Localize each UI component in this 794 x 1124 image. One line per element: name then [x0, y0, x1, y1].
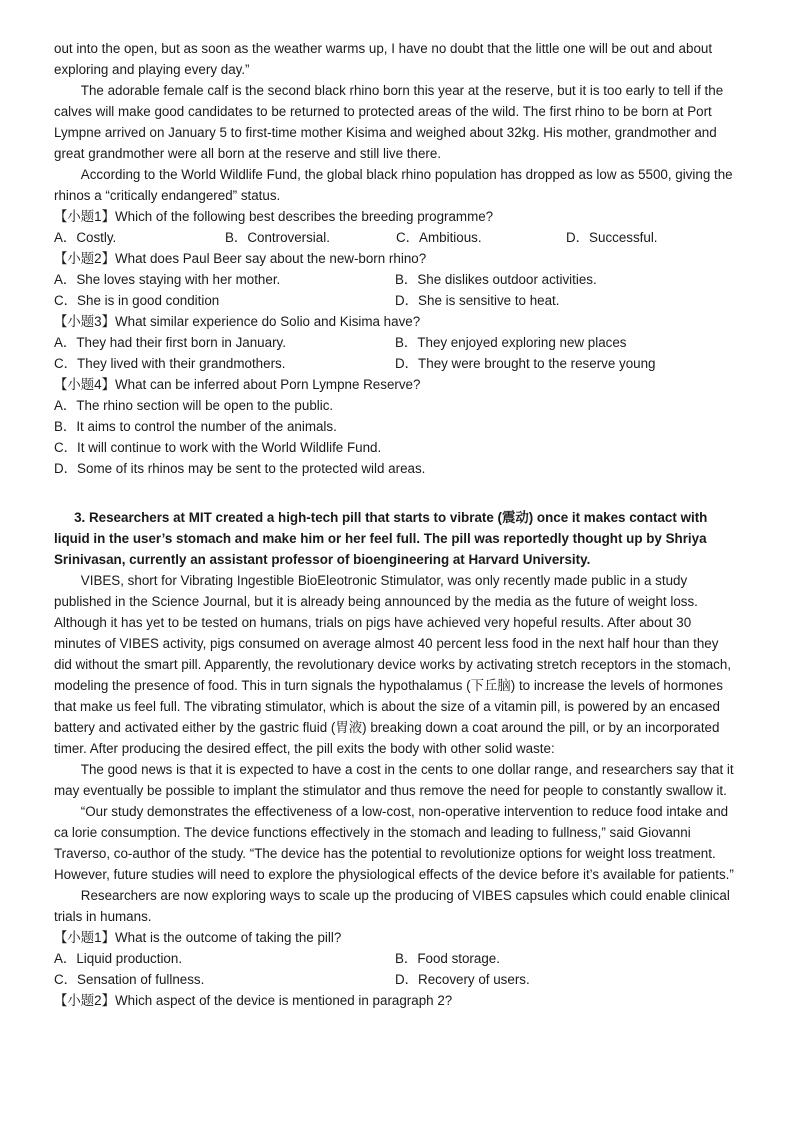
- option-c: C．Sensation of fullness.: [54, 972, 205, 987]
- option-b: B．They enjoyed exploring new places: [395, 335, 627, 350]
- option-c: C．Ambitious.: [396, 230, 482, 245]
- passage3-paragraph-4: Researchers are now exploring ways to scale up the producing of VIBES capsules which could enable clinical trials in humans.: [54, 888, 730, 924]
- option-d: D．Some of its rhinos may be sent to the protected wild areas.: [54, 461, 426, 476]
- option-b: B．She dislikes outdoor activities.: [395, 272, 597, 287]
- passage2-paragraph-1: out into the open, but as soon as the weather warms up, I have no doubt that the little one will be out and about exploring and playing every day.”: [54, 41, 713, 77]
- option-a: A．Costly.: [54, 230, 117, 245]
- passage3-question-2: [54, 990, 738, 1011]
- question-stem: 【小题2】What does Paul Beer say about the new-born rhino?: [54, 251, 427, 266]
- option-a: A．The rhino section will be open to the public.: [54, 398, 334, 413]
- passage3-heading: 3. Researchers at MIT created a high-tech pill that starts to vibrate (震动) once it makes contact with liquid in the user’s stomach and make him or her feel full. The pill was reportedly thought up by Shriya Srinivasan, currently an assistant professor of bioengineering at Harvard University.: [54, 510, 708, 567]
- option-b: B．It aims to control the number of the animals.: [54, 419, 337, 434]
- question-stem: 【小题3】What similar experience do Solio and Kisima have?: [54, 314, 421, 329]
- passage2-paragraph-2: The adorable female calf is the second black rhino born this year at the reserve, but it is too early to tell if the calves will make good candidates to be returned to protected areas of the wild. The first rhino to be born at Port Lympne arrived on January 5 to first-time mother Kisima and weighed about 32kg. His mother, grandmother and great grandmother were all born at the reserve and still live there.: [54, 83, 724, 161]
- option-b: B．Food storage.: [395, 951, 500, 966]
- passage3-paragraph-2: The good news is that it is expected to have a cost in the cents to one dollar range, and researchers say that it may eventually be possible to implant the stimulator and thus remove the need for people to constantly swallow it.: [54, 762, 734, 798]
- question-stem: 【小题1】What is the outcome of taking the pill?: [54, 930, 342, 945]
- passage3-question-1: [54, 927, 738, 990]
- option-d: D．Successful.: [566, 230, 658, 245]
- passage3-paragraph-1: VIBES, short for Vibrating Ingestible BioEleotronic Stimulator, was only recently made public in a study published in the Science Journal, but it is already being announced by the media as the future of weight loss. Although it has yet to be tested on humans, trials on pigs have achieved very hopeful results. After about 30 minutes of VIBES activity, pigs consumed on average almost 40 percent less food in the next half hour than they did without the smart pill. Apparently, the revolutionary device works by activating stretch receptors in the stomach, modeling the presence of food. This in turn signals the hypothalamus (下丘脑) to increase the levels of hormones that make us feel full. The vibrating stimulator, which is about the size of a vitamin pill, is powered by an encased battery and activated either by the gastric fluid (胃液) breaking down a coat around the pill, or by an incorporated timer. After producing the desired effect, the pill exits the body with other solid waste:: [54, 573, 732, 756]
- option-a: A．They had their first born in January.: [54, 335, 286, 350]
- passage2-question-4: [54, 374, 738, 479]
- option-a: A．She loves staying with her mother.: [54, 272, 281, 287]
- passage2-question-1: [54, 206, 738, 248]
- question-stem: 【小题1】Which of the following best describes the breeding programme?: [54, 209, 494, 224]
- option-c: C．It will continue to work with the World Wildlife Fund.: [54, 440, 382, 455]
- passage2-question-3: [54, 311, 738, 374]
- option-b: B．Controversial.: [225, 230, 330, 245]
- option-d: D．They were brought to the reserve young: [395, 356, 656, 371]
- option-d: D．She is sensitive to heat.: [395, 293, 560, 308]
- passage3-paragraph-3: “Our study demonstrates the effectiveness of a low-cost, non-operative intervention to reduce food intake and ca lorie consumption. The device functions effectively in the stomach and leading to fullness,” said Giovanni Traverso, co-author of the study. “The device has the potential to revolutionize options for weight loss treatment. However, future studies will need to explore the physiological effects of the device before it’s available for patients.”: [54, 804, 734, 882]
- option-c: C．She is in good condition: [54, 293, 220, 308]
- question-stem: 【小题2】Which aspect of the device is mentioned in paragraph 2?: [54, 993, 453, 1008]
- option-a: A．Liquid production.: [54, 951, 183, 966]
- passage2-paragraph-3: According to the World Wildlife Fund, the global black rhino population has dropped as low as 5500, giving the rhinos a “critically endangered” status.: [54, 167, 733, 203]
- option-d: D．Recovery of users.: [395, 972, 530, 987]
- passage2-question-2: [54, 248, 738, 311]
- question-stem: 【小题4】What can be inferred about Porn Lympne Reserve?: [54, 377, 421, 392]
- option-c: C．They lived with their grandmothers.: [54, 356, 286, 371]
